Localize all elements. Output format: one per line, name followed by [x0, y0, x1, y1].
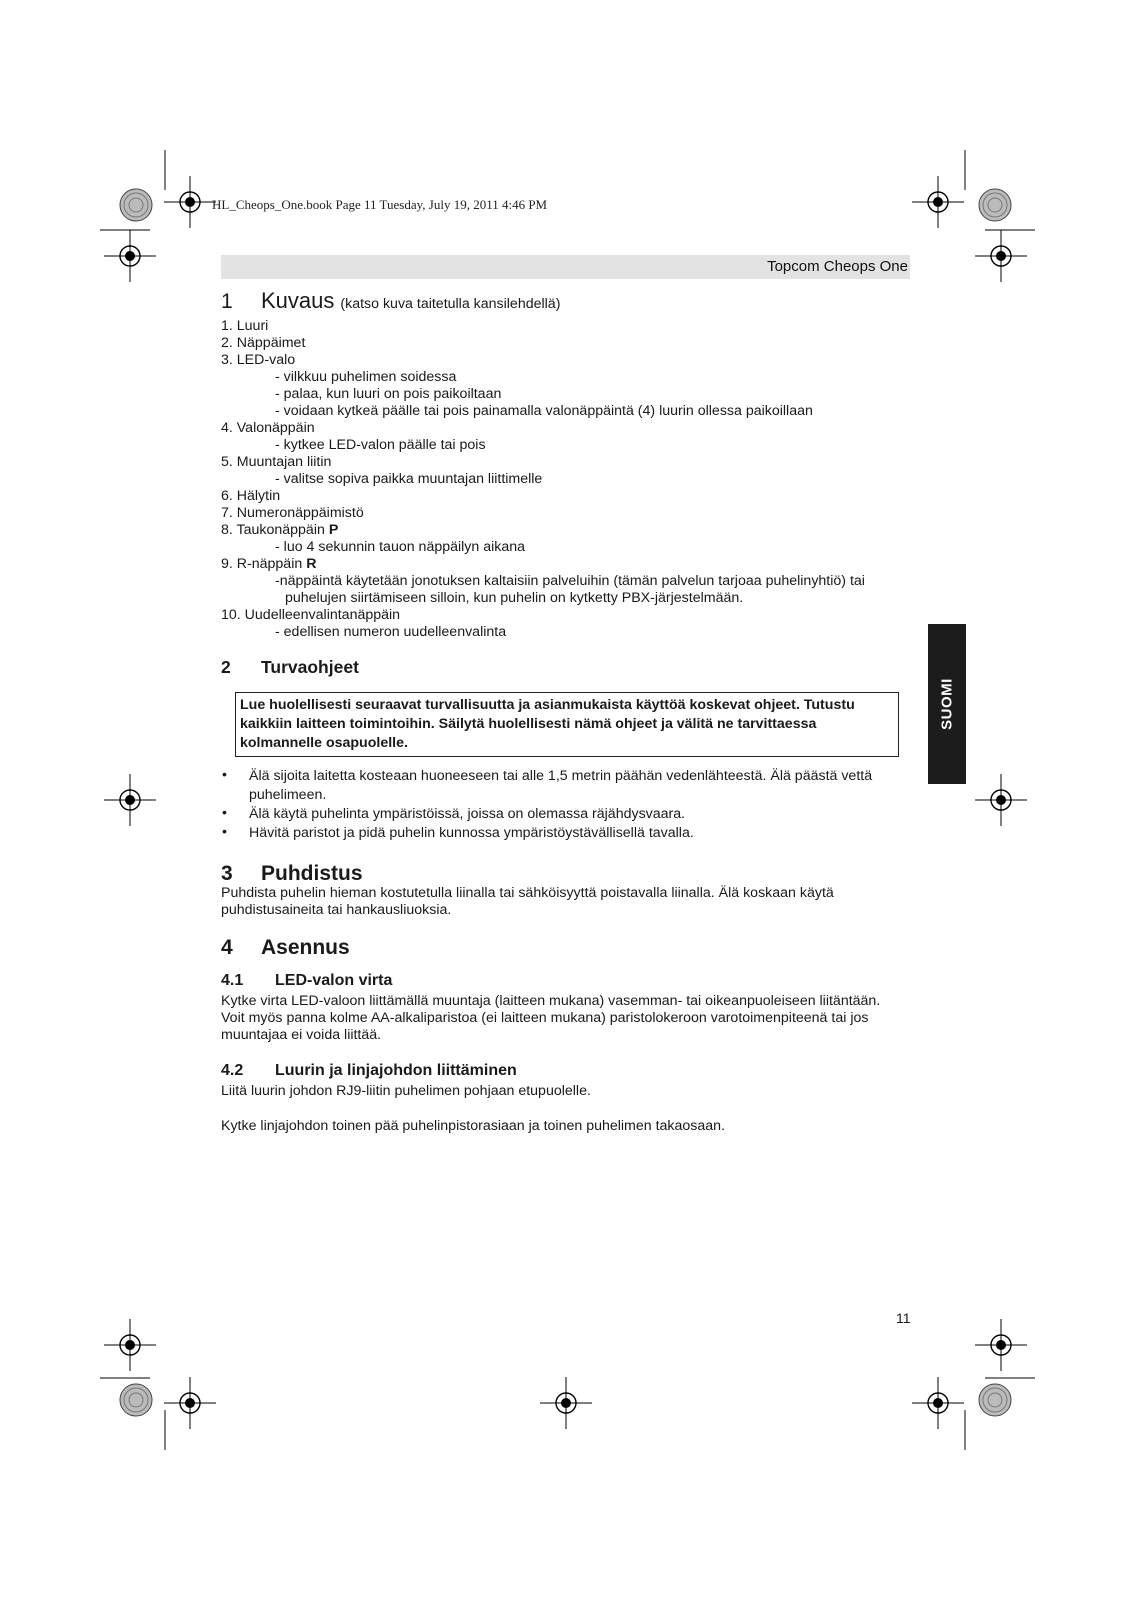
bullet-text: Älä sijoita laitetta kosteaan huoneeseen tai alle 1,5 metrin päähän vedenlähteestä. Älä päästä vettä puhelimeen. — [249, 768, 873, 803]
subsection-title: LED-valon virta — [275, 972, 393, 989]
page-number: 11 — [896, 1310, 911, 1326]
list-item: 6. Hälytin — [221, 488, 281, 504]
section-subtitle: (katso kuva taitetulla kansilehdellä) — [340, 296, 561, 312]
paragraph: Puhdista puhelin hieman kostutetulla liinalla tai sähköisyyttä poistavalla liinalla. Älä koskaan käytä puhdistusaineita tai hankausliuoksia. — [221, 885, 834, 918]
registration-mark-icon — [975, 1319, 1027, 1371]
star-target-icon — [120, 1384, 152, 1416]
registration-mark-icon — [104, 1319, 156, 1371]
section-number: 2 — [221, 657, 231, 677]
language-tab — [928, 624, 966, 784]
paragraph: Kytke virta LED-valoon liittämällä muuntaja (laitteen mukana) vasemman- tai oikeanpuoleiseen liitäntään. — [221, 993, 881, 1009]
registration-mark-icon — [540, 1377, 592, 1429]
bullet-item — [221, 805, 911, 824]
header-product: Topcom Cheops One — [767, 258, 908, 275]
section-2-heading — [221, 659, 911, 676]
registration-mark-icon — [164, 176, 216, 228]
registration-mark-icon — [975, 774, 1027, 826]
list-item-text: 8. Taukonäppäin — [221, 522, 329, 538]
subsection-4-2-heading — [221, 1062, 911, 1079]
star-target-icon — [979, 189, 1011, 221]
list-subitem: - luo 4 sekunnin tauon näppäilyn aikana — [275, 539, 526, 555]
list-item — [221, 556, 911, 573]
registration-mark-icon — [912, 176, 964, 228]
subsection-number: 4.1 — [221, 972, 244, 989]
registration-mark-icon — [975, 230, 1027, 282]
registration-mark-icon — [912, 1377, 964, 1429]
list-item — [221, 522, 911, 539]
list-subitem: - vilkkuu puhelimen soidessa — [275, 369, 457, 385]
section-title: Puhdistus — [261, 862, 363, 885]
section-number: 4 — [221, 936, 233, 959]
list-subitem: - edellisen numeron uudelleenvalinta — [275, 624, 507, 640]
star-target-icon — [979, 1384, 1011, 1416]
bullet: • — [222, 824, 227, 840]
section-1-heading — [221, 288, 911, 313]
subsection-4-1-heading — [221, 972, 911, 989]
header-bar — [221, 255, 910, 279]
list-item: 4. Valonäppäin — [221, 420, 315, 436]
section-title: Turvaohjeet — [261, 657, 359, 677]
registration-mark-icon — [164, 1377, 216, 1429]
list-item: 7. Numeronäppäimistö — [221, 505, 364, 521]
language-tab-label: SUOMI — [938, 678, 956, 730]
list-item: 3. LED-valo — [221, 352, 296, 368]
paragraph: Liitä luurin johdon RJ9-liitin puhelimen pohjaan etupuolelle. — [221, 1083, 591, 1099]
list-subitem: - palaa, kun luuri on pois paikoiltaan — [275, 386, 502, 402]
star-target-icon — [120, 189, 152, 221]
key-letter: P — [328, 522, 339, 538]
bullet: • — [222, 805, 227, 821]
subsection-number: 4.2 — [221, 1062, 244, 1079]
subsection-title: Luurin ja linjajohdon liittäminen — [275, 1062, 517, 1079]
section-number: 3 — [221, 862, 233, 885]
bullet: • — [222, 767, 227, 783]
book-info-line: HL_Cheops_One.book Page 11 Tuesday, July 19, 2011 4:46 PM — [212, 197, 548, 212]
page-content — [221, 288, 911, 1135]
section-4-heading — [221, 936, 911, 959]
bullet-item — [221, 824, 911, 843]
key-letter: R — [306, 556, 317, 572]
list-subitem: - valitse sopiva paikka muuntajan liittimelle — [275, 471, 543, 487]
paragraph: Voit myös panna kolme AA-alkaliparistoa (ei laitteen mukana) paristolokeroon varotoimenpiteenä tai jos muuntajaa ei voida liittää. — [221, 1010, 869, 1043]
section-title: Asennus — [261, 936, 350, 959]
safety-warning-box: Lue huolellisesti seuraavat turvallisuutta ja asianmukaista käyttöä koskevat ohjeet. Tutustu kaikkiin laitteen toimintoihin. Säilytä huolellisesti nämä ohjeet ja välitä ne tarvittaessa kolmannelle osapuolelle. — [235, 692, 899, 757]
list-subitem: - voidaan kytkeä päälle tai pois painamalla valonäppäintä (4) luurin ollessa paikoillaan — [275, 403, 813, 419]
registration-mark-icon — [104, 230, 156, 282]
list-subitem: -näppäintä käytetään jonotuksen kaltaisiin palveluihin (tämän palvelun tarjoaa puhelinyhtiö) tai — [275, 573, 865, 589]
bullet-item — [221, 767, 911, 805]
bullet-text: Älä käytä puhelinta ympäristöissä, joissa on olemassa räjähdysvaara. — [249, 806, 686, 822]
paragraph: Kytke linjajohdon toinen pää puhelinpistorasiaan ja toinen puhelimen takaosaan. — [221, 1118, 726, 1134]
list-item: 1. Luuri — [221, 318, 269, 334]
list-item: 5. Muuntajan liitin — [221, 454, 332, 470]
list-subitem-continued: puhelujen siirtämiseen silloin, kun puhelin on kytketty PBX-järjestelmään. — [285, 590, 744, 606]
section-title: Kuvaus — [261, 288, 335, 313]
section-number: 1 — [221, 290, 233, 313]
list-item: 2. Näppäimet — [221, 335, 306, 351]
bullet-text: Hävitä paristot ja pidä puhelin kunnossa ympäristöystävällisellä tavalla. — [249, 825, 694, 841]
list-item: 10. Uudelleenvalintanäppäin — [221, 607, 401, 623]
section-3-heading — [221, 862, 911, 885]
registration-mark-icon — [104, 774, 156, 826]
list-subitem: - kytkee LED-valon päälle tai pois — [275, 437, 486, 453]
list-item-text: 9. R-näppäin — [221, 556, 307, 572]
